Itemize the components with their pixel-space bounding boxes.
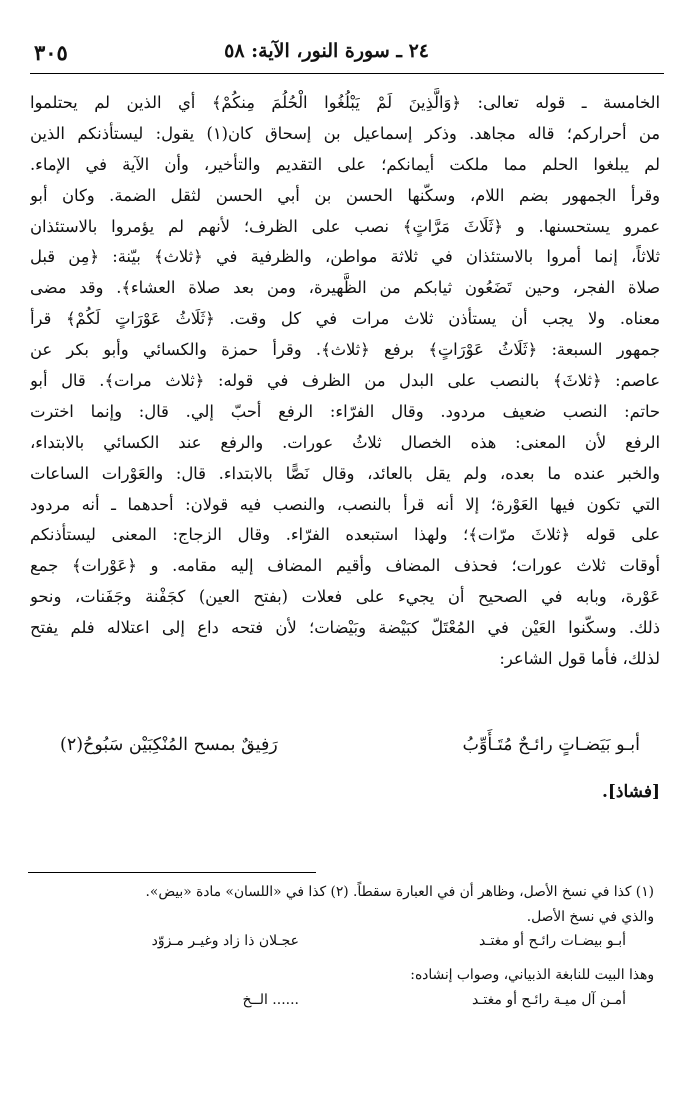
footnote-line: وهذا البيت للنابغة الذبياني، وصواب إنشاده: (410, 967, 654, 983)
footnote-rule (28, 872, 316, 873)
body-line: الخامسة ـ قوله تعالى: ﴿وَالَّذِينَ لَمْ يَبْلُغُوا الْحُلُمَ مِنكُمْ﴾ أي الذين لم يحتلموا (30, 93, 660, 112)
footnote-line: (١) كذا في نسخ الأصل، وظاهر أن في العبارة سقطاً. (٢) كذا في «اللسان» مادة «بيض». (145, 884, 654, 900)
footnote-verse (28, 929, 654, 963)
body-line: أوقات ثلاث عورات؛ فحذف المضاف وأقيم المضاف إليه مقامه. و ﴿عَوْرات﴾ جمع (30, 556, 660, 576)
body-line: لم يبلغوا الحلم مما ملكت أيمانكم؛ على التقديم والتأخير، وأن الآية في الإماء. (30, 154, 660, 174)
footnote-verse-second: ...... الــخ (242, 991, 299, 1008)
body-line: حاتم: النصب ضعيف مردود. وقال الفرّاء: الرفع أحبّ إلي. قال: وإنما اخترت (30, 401, 660, 421)
page-header (30, 40, 664, 70)
closing-note: [فشاذ]. (601, 782, 660, 802)
running-head: ٢٤ ـ سورة النور، الآية: ٥٨ (224, 40, 429, 62)
footnote-verse-second: عجـلان ذا زاد وغيـر مـزوّد (151, 933, 299, 949)
poem-hemistich-second: رَفِيقٌ بمسح المُنْكِبَيْن سَبُوحُ(٢) (60, 735, 278, 755)
footnote-verse-first: أبـو بيضـات رائـح أو مغتـد (479, 933, 626, 949)
body-line: عمرو يستحسنها. و ﴿ثَلَاثَ مَرَّاتٍ﴾ نصب على الظرف؛ لأنهم لم يؤمروا بالاستئذان (30, 216, 660, 236)
body-line: ذلك. وسكّنوا العَيْن في المُعْتَلّ كبَيْضة وبَيْضات؛ لأن فتحه داع إلى اعتلاله فلم يفتح (30, 618, 660, 638)
body-line: من أحراركم؛ قاله مجاهد. وذكر إسماعيل بن إسحاق كان(١) يقول: ليستأذنكم الذين (30, 123, 660, 143)
body-line: جمهور السبعة: ﴿ثَلَاثُ عَوْرَاتٍ﴾ برفع ﴿ثلاث﴾. وقرأ حمزة والكسائي وأبو بكر عن (30, 340, 660, 360)
body-line: التي تكون فيها العَوْرة؛ إلا أنه قرأ بالنصب، والنصب فيه قولان: أحدهما ـ أنه مردود (30, 494, 660, 514)
header-rule (30, 73, 664, 74)
footnote-verse (28, 988, 654, 1022)
poem-hemistich-first: أبـو بَيَضـاتٍ رائـحٌ مُتَـأَوِّبُ (462, 735, 640, 755)
body-line: معناه. ولا يجب أن يستأذن ثلاث مرات في كل وقت. ﴿ثَلَاثُ عَوْرَاتٍ لَكُمْ﴾ قرأ (30, 309, 660, 329)
page-number: ٣٠٥ (34, 40, 68, 65)
footnotes (28, 880, 654, 1022)
body-line: والخبر عنده ما بعده، ولم يقل بالعائد، وقال نَصًّا بالابتداء. قال: والعَوْرات الساعات (30, 463, 660, 483)
body-line: عَوْرة، وبابه في الصحيح أن يجيء على فعلات (بفتح العين) كجَفْنة وجَفَنات، ونحو (30, 587, 660, 607)
body-line: عاصم: ﴿ثلاثَ﴾ بالنصب على البدل من الظرف في قوله: ﴿ثلاث مرات﴾. قال أبو (30, 371, 660, 391)
body-line: الرفع لأن المعنى: هذه الخصال ثلاثُ عورات. والرفع عند الكسائي بالابتداء، (30, 432, 660, 452)
body-text (30, 88, 660, 675)
footnote-verse-first: أمـن آل ميـة رائـح أو مغتـد (471, 991, 626, 1008)
body-line: صلاة الفجر، وحين تَضَعُون ثيابكم من الظَّهيرة، ومن بعد صلاة العشاء﴾. وقد مضى (30, 278, 660, 298)
poem-verse (60, 735, 660, 769)
body-line: لذلك، فأما قول الشاعر: (499, 649, 660, 669)
body-line: وقرأ الجمهور بضم اللام، وسكّنها الحسن بن أبي الحسن لثقل الضمة. وكان أبو (30, 185, 660, 205)
body-line: على قوله ﴿ثلاثَ مرّات﴾؛ ولهذا استبعده الفرّاء. وقال الزجاج: المعنى ليستأذنكم (30, 525, 660, 545)
footnote-line: والذي في نسخ الأصل. (526, 908, 654, 925)
body-line: ثلاثاً، إنما أمروا بالاستئذان في ثلاثة مواطن، والظرفية في ﴿ثلاث﴾ بيّنة: ﴿مِن قبل (30, 247, 660, 267)
